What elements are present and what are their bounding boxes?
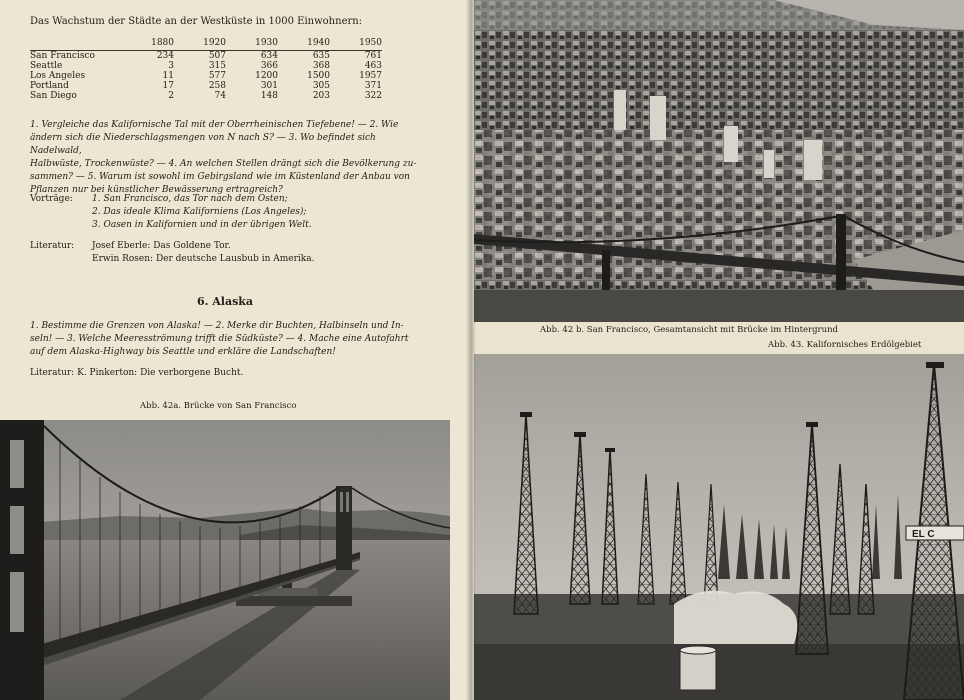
caption-42b: Abb. 42 b. San Francisco, Gesamtansicht mit Brücke im Hintergrund — [540, 325, 838, 335]
table-cell: 368 — [312, 61, 330, 71]
literature-alaska — [30, 368, 243, 378]
lecture-item: 2. Das ideale Klima Kaliforniens (Los Angeles); — [92, 207, 307, 217]
table-cell-city: Portland — [30, 81, 69, 91]
table-cell: 11 — [162, 71, 174, 81]
question-line: auf dem Alaska-Highway bis Seattle und erkläre die Landschaften! — [30, 347, 336, 357]
table-cell: 17 — [162, 81, 174, 91]
table-header-year: 1950 — [359, 38, 382, 48]
table-cell: 463 — [364, 61, 382, 71]
table-cell: 1500 — [307, 71, 330, 81]
literature-item: K. Pinkerton: Die verborgene Bucht. — [77, 368, 244, 378]
golden-gate-photo — [0, 420, 450, 700]
table-cell: 761 — [364, 51, 382, 61]
table-cell: 234 — [156, 51, 174, 61]
table-cell: 301 — [260, 81, 278, 91]
literature-item: Erwin Rosen: Der deutsche Lausbub in Amerika. — [92, 254, 315, 264]
lecture-item: 3. Oasen in Kalifornien und in der übrigen Welt. — [92, 220, 312, 230]
lectures-label: Vorträge: — [30, 194, 73, 204]
question-line: seln! — 3. Welche Meeresströmung trifft die Südküste? — 4. Mache eine Autofahrt — [30, 334, 409, 344]
table-cell: 366 — [260, 61, 278, 71]
book-gutter — [466, 0, 476, 700]
table-cell: 305 — [312, 81, 330, 91]
table-row — [30, 71, 382, 81]
table-cell-city: San Diego — [30, 91, 77, 101]
table-cell: 315 — [208, 61, 226, 71]
table-header-year: 1920 — [203, 38, 226, 48]
table-header-row — [30, 36, 382, 51]
table-cell: 322 — [364, 91, 382, 101]
question-line: 1. Vergleiche das Kalifornische Tal mit der Oberrheinischen Tiefebene! — 2. Wie — [30, 120, 399, 130]
table-cell: 507 — [208, 51, 226, 61]
lectures — [30, 193, 312, 232]
table-cell: 3 — [168, 61, 174, 71]
question-line: sammen? — 5. Warum ist sowohl im Gebirgsland wie im Küstenland der Anbau von — [30, 172, 410, 182]
question-line: ändern sich die Niederschlagsmengen von N nach S? — 3. Wo befindet sich Nadelwald, — [30, 133, 376, 156]
literature-label: Literatur: — [30, 368, 75, 378]
table-cell-city: San Francisco — [30, 51, 95, 61]
section-title: 6. Alaska — [196, 295, 254, 308]
caption-42a: Abb. 42a. Brücke von San Francisco — [140, 401, 297, 411]
table-row — [30, 81, 382, 91]
literature-item: Josef Eberle: Das Goldene Tor. — [92, 241, 231, 251]
right-page — [470, 0, 964, 700]
table-cell: 577 — [208, 71, 226, 81]
table-header-year: 1930 — [255, 38, 278, 48]
caption-43: Abb. 43. Kalifornisches Erdölgebiet — [768, 340, 922, 350]
table-header-year: 1940 — [307, 38, 330, 48]
oil-sign-text: EL C — [912, 529, 935, 540]
table-cell: 74 — [214, 91, 226, 101]
table-cell: 2 — [168, 91, 174, 101]
table-cell-city: Los Angeles — [30, 71, 86, 81]
questions-alaska — [30, 320, 420, 359]
table-cell: 258 — [208, 81, 226, 91]
table-heading: Das Wachstum der Städte an der Westküste in 1000 Einwohnern: — [30, 16, 363, 27]
table-cell: 1200 — [255, 71, 278, 81]
table-cell: 634 — [260, 51, 278, 61]
table-cell: 1957 — [359, 71, 382, 81]
question-line: 1. Bestimme die Grenzen von Alaska! — 2. Merke dir Buchten, Halbinseln und In- — [30, 321, 404, 331]
question-line: Pflanzen nur bei künstlicher Bewässerung ertragreich? — [30, 185, 283, 195]
table-header-year: 1880 — [151, 38, 174, 48]
table-row — [30, 51, 382, 62]
oil-field-photo — [474, 354, 964, 700]
table-cell: 148 — [260, 91, 278, 101]
table-header-city — [30, 36, 122, 51]
san-francisco-aerial-photo — [474, 0, 964, 322]
table-cell-city: Seattle — [30, 61, 63, 71]
population-table — [30, 36, 382, 101]
left-page — [0, 0, 470, 700]
literature-label: Literatur: — [30, 241, 75, 251]
questions-california — [30, 119, 420, 197]
literature — [30, 240, 314, 266]
table-row — [30, 91, 382, 101]
table-cell: 203 — [312, 91, 330, 101]
table-cell: 635 — [312, 51, 330, 61]
table-row — [30, 61, 382, 71]
table-cell: 371 — [364, 81, 382, 91]
lecture-item: 1. San Francisco, das Tor nach dem Osten; — [92, 194, 288, 204]
question-line: Halbwüste, Trockenwüste? — 4. An welchen Stellen drängt sich die Bevölkerung zu- — [30, 159, 417, 169]
